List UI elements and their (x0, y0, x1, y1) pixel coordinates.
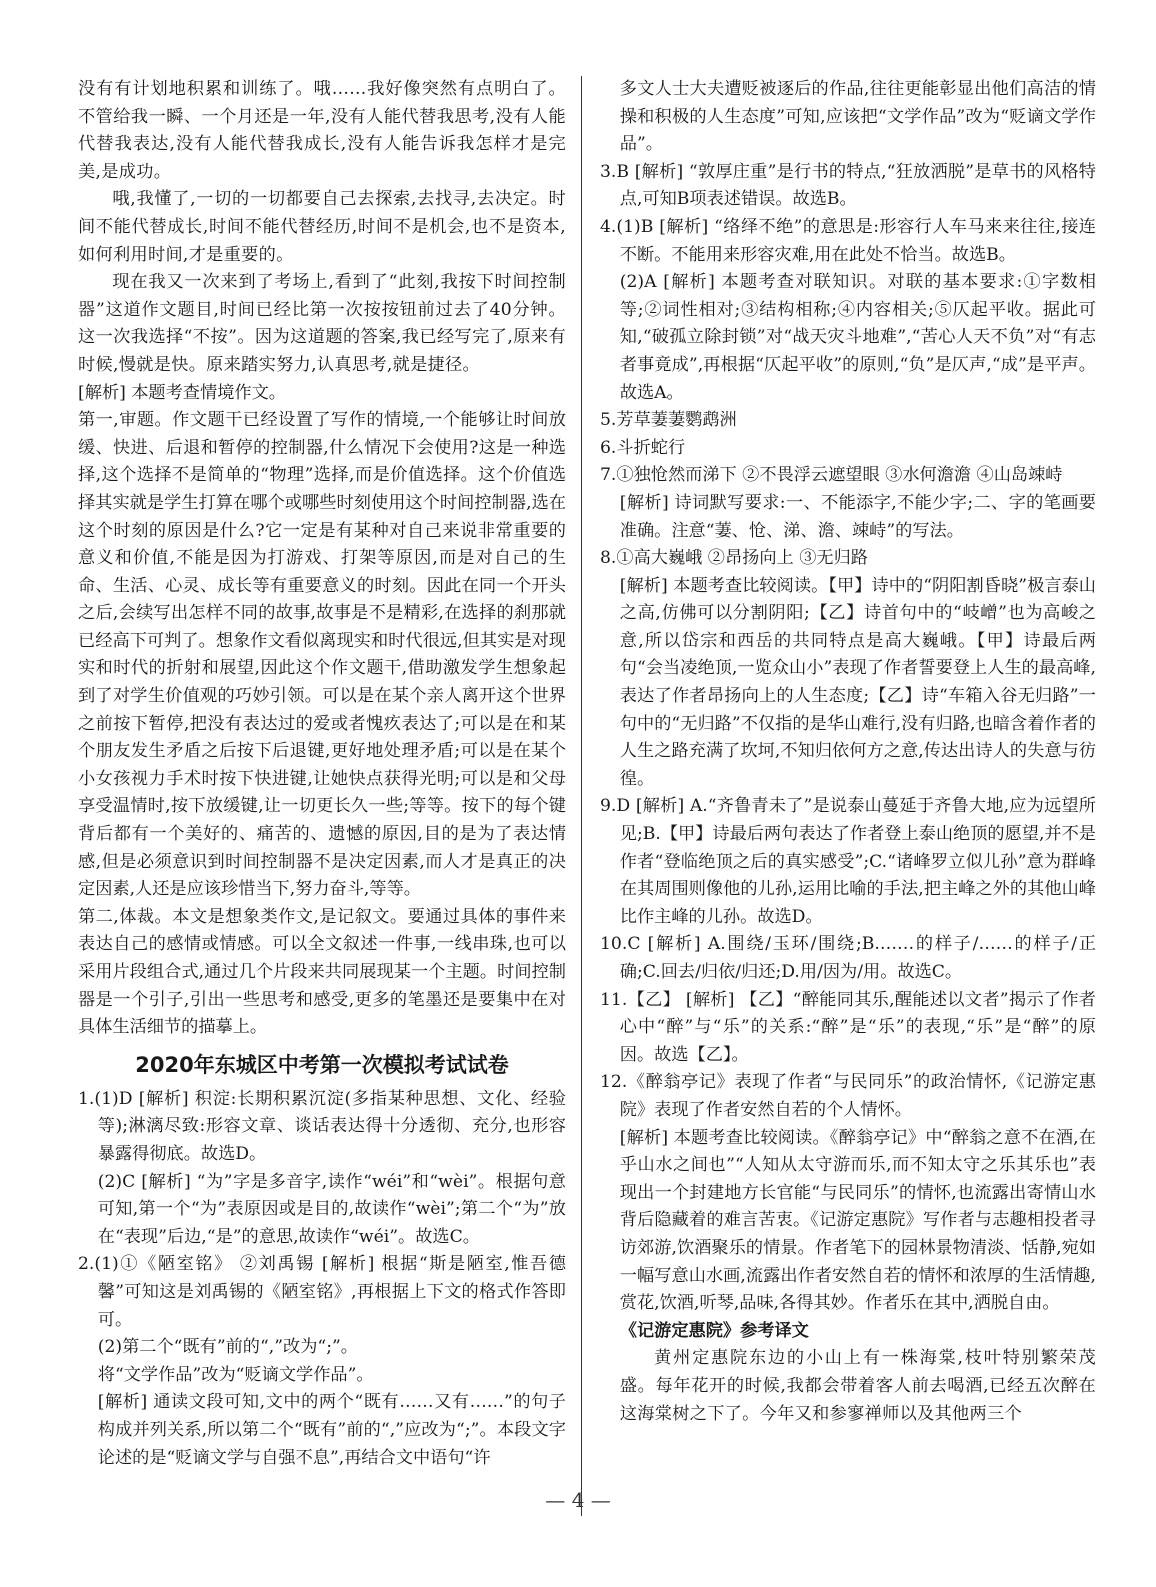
analysis-label: [解析] 本题考查情境作文。 (78, 382, 286, 403)
translation-title: 《记游定惠院》参考译文 (619, 1320, 809, 1341)
answer-item: [解析] 通读文段可知,文中的两个“既有……又有……”的句子构成并列关系,所以第二个“既有”前的“,”应改为“;”。本段文字论述的是“贬谪文学与自强不息”,再结合文中语句“许 (97, 1392, 566, 1468)
answer-item: [解析] 本题考查比较阅读。《醉翁亭记》中“醉翁之意不在酒,在乎山水之间也”“人知从太守游而乐,而不知太守之乐其乐也”表现出一个封建地方长官能“与民同乐”的情怀,也流露出寄情山水背后隐藏着的难言苦衷。《记游定惠院》写作者与志趣相投者寻访郊游,饮酒聚乐的情景。作者笔下的园林景物清淡、恬静,宛如一幅写意山水画,流露出作者安然自若的情怀和浓厚的生活情趣,赏花,饮酒,听琴,品味,各得其妙。作者乐在其中,洒脱自由。 (619, 1127, 1096, 1314)
answer-item: 2.(1)①《陋室铭》 ②刘禹锡 [解析] 根据“斯是陋室,惟吾德馨”可知这是刘禹锡的《陋室铭》,再根据上下文的格式作答即可。 (78, 1254, 566, 1330)
answer-item: [解析] 诗词默写要求:一、不能添字,不能少字;二、字的笔画要准确。注意“萋、怆、涕、澹、竦峙”的写法。 (619, 492, 1096, 541)
answer-item: 5.芳草萋萋鹦鹉洲 (600, 410, 737, 431)
answer-item: 6.斗折蛇行 (600, 437, 686, 458)
answer-item: 12.《醉翁亭记》表现了作者“与民同乐”的政治情怀,《记游定惠院》表现了作者安然自若的个人情怀。 (600, 1072, 1096, 1120)
answer-item: 多文人士大夫遭贬被逐后的作品,往往更能彰显出他们高洁的情操和积极的人生态度”可知,应该把“文学作品”改为“贬谪文学作品”。 (619, 79, 1096, 155)
essay-paragraph: 哦,我懂了,一切的一切都要自己去探索,去找寻,去决定。时间不能代替成长,时间不能代替经历,时间不是机会,也不是资本,如何利用时间,才是重要的。 (78, 189, 566, 265)
answer-item: 11.【乙】 [解析] 【乙】“醉能同其乐,醒能述以文者”揭示了作者心中“醉”与“乐”的关系:“醉”是“乐”的表现,“乐”是“醉”的原因。故选【乙】。 (600, 989, 1096, 1065)
answer-item: (2)第二个“既有”前的“,”改为“;”。 (97, 1337, 358, 1358)
translation-paragraph: 黄州定惠院东边的小山上有一株海棠,枝叶特别繁荣茂盛。每年花开的时候,我都会带着客人前去喝酒,已经五次醉在这海棠树之下了。今年又和参寥禅师以及其他两三个 (619, 1348, 1096, 1424)
essay-paragraph: 现在我又一次来到了考场上,看到了“此刻,我按下时间控制器”这道作文题目,时间已经比第一次按按钮前过去了40分钟。这一次我选择“不按”。因为这道题的答案,我已经写完了,原来有时候,慢就是快。原来踏实努力,认真思考,就是捷径。 (78, 272, 566, 375)
answer-item: [解析] 本题考查比较阅读。【甲】诗中的“阴阳割昏晓”极言泰山之高,仿佛可以分割阴阳;【乙】诗首句中的“岐嶒”也为高峻之意,所以岱宗和西岳的共同特点是高大巍峨。【甲】诗最后两句“会当凌绝顶,一览众山小”表现了作者誓要登上人生的最高峰,表达了作者昂扬向上的人生态度;【乙】诗“车箱入谷无归路”一句中的“无归路”不仅指的是华山难行,没有归路,也暗含着作者的人生之路充满了坎坷,不知归依何方之意,传达出诗人的失意与彷徨。 (619, 575, 1096, 789)
page-number: — 4 — (545, 1488, 611, 1512)
column-divider (581, 76, 582, 1516)
right-column (600, 76, 1096, 1428)
answer-item: 10.C [解析] A.围绕/玉环/围绕;B.……的样子/……的样子/正确;C.回去/归依/归还;D.用/因为/用。故选C。 (600, 934, 1096, 982)
essay-paragraph: 没有有计划地积累和训练了。哦……我好像突然有点明白了。不管给我一瞬、一个月还是一年,没有人能代替我思考,没有人能代替我表达,没有人能代替我成长,没有人能告诉我怎样才是完美,是成功。 (78, 79, 566, 182)
section-heading: 2020年东城区中考第一次模拟考试试卷 (135, 1052, 509, 1077)
analysis-paragraph: 第二,体裁。本文是想象类作文,是记叙文。要通过具体的事件来表达自己的感情或情感。可以全文叙述一件事,一线串珠,也可以采用片段组合式,通过几个片段来共同展现某一个主题。时间控制器是一个引子,引出一些思考和感受,更多的笔墨还是要集中在对具体生活细节的描摹上。 (78, 906, 566, 1038)
answer-item: 3.B [解析] “敦厚庄重”是行书的特点,“狂放洒脱”是草书的风格特点,可知B项表述错误。故选B。 (600, 161, 1096, 210)
left-column (78, 76, 566, 1472)
answer-item: 8.①高大巍峨 ②昂扬向上 ③无归路 (600, 548, 868, 569)
answer-item: 1.(1)D [解析] 积淀:长期积累沉淀(多指某种思想、文化、经验等);淋漓尽致:形容文章、谈话表达得十分透彻、充分,也形容暴露得彻底。故选D。 (78, 1088, 566, 1164)
answer-item: 将“文学作品”改为“贬谪文学作品”。 (97, 1364, 374, 1385)
answer-item: (2)C [解析] “为”字是多音字,读作“wéi”和“wèi”。根据句意可知,第一个“为”表原因或是目的,故读作“wèi”;第二个“为”放在“表现”后边,“是”的意思,故读作“wéi”。故选C。 (97, 1171, 566, 1247)
answer-item: 4.(1)B [解析] “络绎不绝”的意思是:形容行人车马来来往往,接连不断。不能用来形容灾难,用在此处不恰当。故选B。 (600, 216, 1096, 265)
answer-item: (2)A [解析] 本题考查对联知识。对联的基本要求:①字数相等;②词性相对;③结构相称;④内容相关;⑤仄起平收。据此可知,“破孤立除封锁”对“战天灾斗地难”,“苦心人天不负”对“有志者事竟成”,再根据“仄起平收”的原则,“负”是仄声,“成”是平声。故选A。 (619, 272, 1096, 403)
answer-item: 9.D [解析] A.“齐鲁青未了”是说泰山蔓延于齐鲁大地,应为远望所见;B.【甲】诗最后两句表达了作者登上泰山绝顶的愿望,并不是作者“登临绝顶之后的真实感受”;C.“诸峰罗立似儿孙”意为群峰在其周围则像他的儿孙,运用比喻的手法,把主峰之外的其他山峰比作主峰的儿孙。故选D。 (600, 796, 1096, 927)
answer-item: 7.①独怆然而涕下 ②不畏浮云遮望眼 ③水何澹澹 ④山岛竦峙 (600, 465, 1063, 486)
analysis-paragraph: 第一,审题。作文题干已经设置了写作的情境,一个能够让时间放缓、快进、后退和暂停的控制器,什么情况下会使用?这是一种选择,这个选择不是简单的“物理”选择,而是价值选择。这个价值选择其实就是学生打算在哪个或哪些时刻使用这个时间控制器,选在这个时刻的原因是什么?它一定是有某种对自己来说非常重要的意义和价值,不能是因为打游戏、打架等原因,而是对自己的生命、生活、心灵、成长等有重要意义的时刻。因此在同一个开头之后,会续写出怎样不同的故事,故事是不是精彩,在选择的刹那就已经高下可判了。想象作文看似离现实和时代很远,但其实是对现实和时代的折射和展望,因此这个作文题干,借助激发学生想象起到了对学生价值观的巧妙引领。可以是在某个亲人离开这个世界之前按下暂停,把没有表达过的爱或者愧疚表达了;可以是在和某个朋友发生矛盾之后按下后退键,更好地处理矛盾;可以是在某个小女孩视力手术时按下快进键,让她快点获得光明;可以是和父母享受温情时,按下放缓键,让一切更长久一些;等等。按下的每个键背后都有一个美好的、痛苦的、遗憾的原因,目的是为了表达情感,但是必须意识到时间控制器不是决定因素,而人才是真正的决定因素,人还是应该珍惜当下,努力奋斗,等等。 (78, 410, 566, 900)
